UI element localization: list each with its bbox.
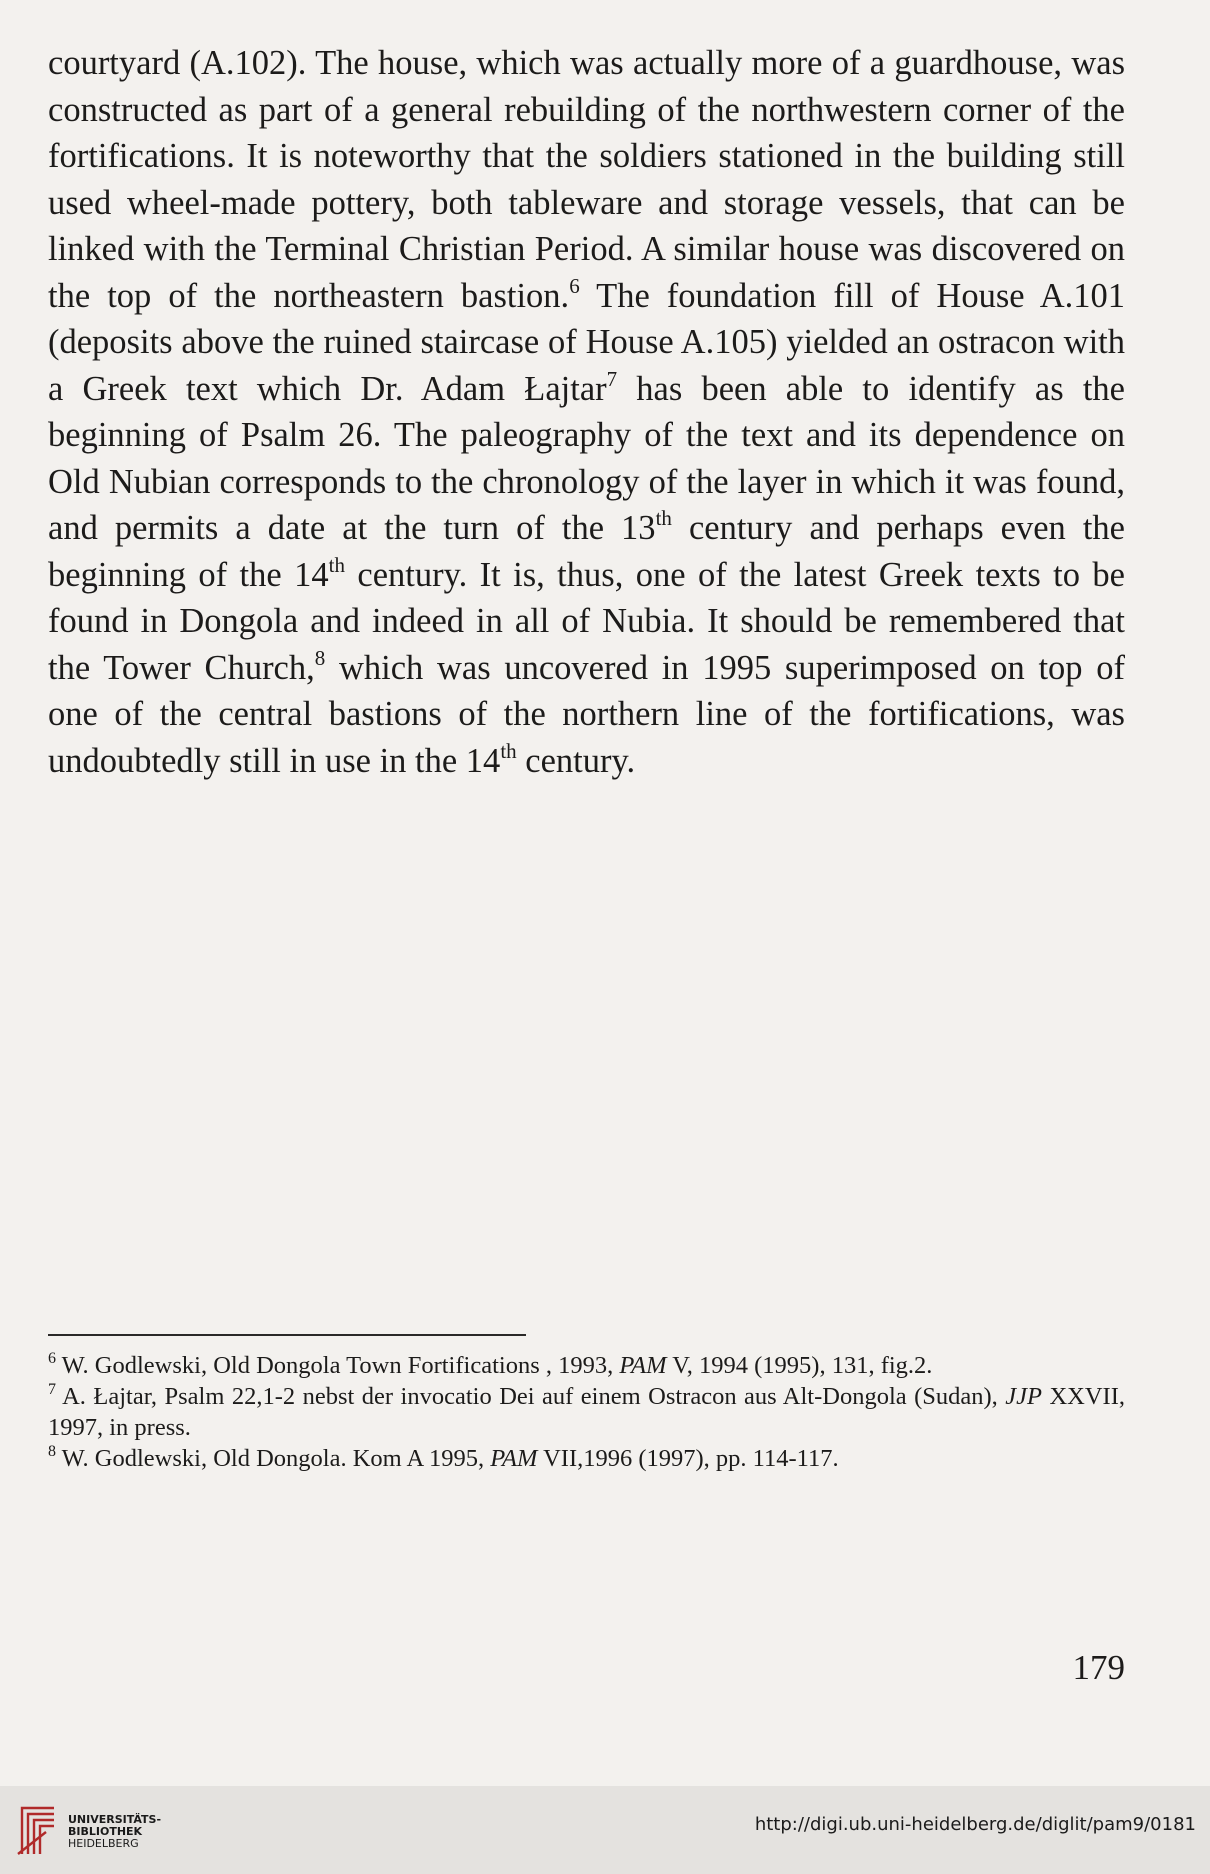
footnote-ref-7[interactable]: 7 bbox=[606, 366, 618, 391]
library-name-line: UNIVERSITÄTS- bbox=[68, 1813, 162, 1826]
footnote-7 bbox=[48, 1381, 1125, 1443]
library-logo-icon[interactable] bbox=[14, 1800, 64, 1858]
footnote-ref-6[interactable]: 6 bbox=[569, 273, 580, 298]
footnote-text: VII,1996 (1997), pp. 114-117. bbox=[537, 1445, 839, 1472]
journal-abbreviation: PAM bbox=[619, 1352, 667, 1379]
text-run: The foundation fill of House A.101 (deposits above the ruined staircase of House A.105) yielded an ostracon with a Greek text which Dr. Adam Łajtar bbox=[48, 276, 1126, 408]
footnotes-section bbox=[48, 1350, 1125, 1474]
page-number: 179 bbox=[1072, 1648, 1125, 1687]
journal-abbreviation: JJP bbox=[1005, 1383, 1042, 1410]
library-name-line: HEIDELBERG bbox=[68, 1837, 139, 1850]
footnote-number: 6 bbox=[48, 1350, 56, 1367]
ordinal-suffix: th bbox=[328, 552, 345, 577]
main-body-text bbox=[48, 40, 1125, 784]
text-run: has been able to identify as the beginning of Psalm 26. The paleography of the text and its dependence on Old Nubian corresponds to the chronology of the layer in which it was found, and permits a date at the turn of the 13 bbox=[48, 369, 1125, 547]
footnote-divider bbox=[48, 1334, 526, 1336]
footnote-number: 7 bbox=[48, 1381, 56, 1398]
source-url-link[interactable]: http://digi.ub.uni-heidelberg.de/diglit/pam9/0181 bbox=[754, 1814, 1196, 1835]
footnote-text: A. Łajtar, Psalm 22,1-2 nebst der invocatio Dei auf einem Ostracon aus Alt-Dongola (Sudan), bbox=[56, 1383, 1006, 1410]
viewer-footer bbox=[0, 1786, 1210, 1874]
footnote-8 bbox=[48, 1443, 1125, 1474]
ordinal-suffix: th bbox=[500, 738, 517, 763]
text-run: courtyard (A.102). The house, which was actually more of a guardhouse, was constructed as part of a general rebuilding of the northwestern corner of the fortifications. It is noteworthy that the soldiers stationed in the building still used wheel-made pottery, both tableware and storage vessels, that can be linked with the Terminal Christian Period. A similar house was discovered on the top of the northeastern bastion. bbox=[48, 44, 1125, 315]
text-run: century. bbox=[516, 741, 636, 780]
footnote-text: XXVII, 1997, in press. bbox=[48, 1383, 1125, 1441]
text-run: century and perhaps even the beginning of the 14 bbox=[48, 509, 1126, 594]
footnote-ref-8[interactable]: 8 bbox=[314, 645, 326, 670]
text-run: century. It is, thus, one of the latest Greek texts to be found in Dongola and indeed in all of Nubia. It should be remembered that the Tower Church, bbox=[48, 555, 1125, 687]
footnote-number: 8 bbox=[48, 1443, 56, 1460]
footnote-text: W. Godlewski, Old Dongola. Kom A 1995, bbox=[56, 1445, 491, 1472]
text-run: which was uncovered in 1995 superimposed on top of one of the central bastions of the northern line of the fortifications, was undoubtedly still in use in the 14 bbox=[48, 648, 1125, 780]
ordinal-suffix: th bbox=[655, 506, 672, 530]
library-name-line: BIBLIOTHEK bbox=[68, 1825, 143, 1838]
body-paragraph bbox=[48, 40, 1125, 784]
footnote-text: W. Godlewski, Old Dongola Town Fortifications , 1993, bbox=[56, 1352, 620, 1379]
footnote-text: V, 1994 (1995), 131, fig.2. bbox=[666, 1352, 933, 1379]
library-name bbox=[68, 1814, 161, 1850]
journal-abbreviation: PAM bbox=[490, 1445, 538, 1472]
footnote-6 bbox=[48, 1350, 1125, 1381]
